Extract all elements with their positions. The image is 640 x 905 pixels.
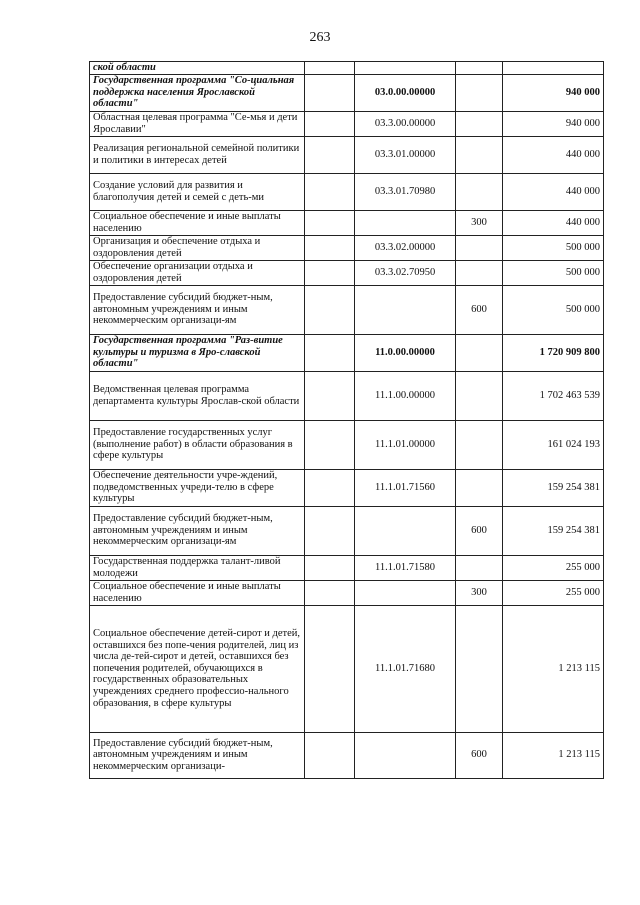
row-empty-cell [305, 371, 355, 420]
row-name-cell: Государственная программа "Со-циальная поддержка населения Ярославской области" [90, 74, 305, 111]
row-vr-cell [456, 74, 503, 111]
row-empty-cell [305, 285, 355, 334]
row-code-cell: 11.1.00.00000 [355, 371, 456, 420]
row-vr-cell [456, 555, 503, 580]
row-sum-cell: 440 000 [503, 173, 604, 210]
row-sum-cell: 1 213 115 [503, 732, 604, 778]
row-sum-cell: 1 213 115 [503, 605, 604, 732]
table-row [90, 210, 604, 235]
row-sum-cell: 161 024 193 [503, 420, 604, 469]
row-vr-cell: 600 [456, 506, 503, 555]
table-row [90, 285, 604, 334]
table-row [90, 732, 604, 778]
row-name-cell: Социальное обеспечение и иные выплаты населению [90, 210, 305, 235]
row-code-cell: 03.3.01.70980 [355, 173, 456, 210]
row-empty-cell [305, 173, 355, 210]
table-row [90, 605, 604, 732]
table-row [90, 555, 604, 580]
table-row [90, 334, 604, 371]
row-empty-cell [305, 605, 355, 732]
row-code-cell [355, 580, 456, 605]
row-sum-cell [503, 62, 604, 75]
row-empty-cell [305, 420, 355, 469]
row-name-cell: Социальное обеспечение и иные выплаты населению [90, 580, 305, 605]
row-code-cell: 03.3.02.70950 [355, 260, 456, 285]
table-row [90, 74, 604, 111]
row-empty-cell [305, 506, 355, 555]
row-sum-cell: 500 000 [503, 285, 604, 334]
row-code-cell [355, 210, 456, 235]
row-code-cell [355, 62, 456, 75]
row-sum-cell: 500 000 [503, 235, 604, 260]
budget-table [89, 61, 604, 779]
row-name-cell: Предоставление субсидий бюджет-ным, автономным учреждениям и иным некоммерческим организаци- [90, 732, 305, 778]
row-empty-cell [305, 334, 355, 371]
row-sum-cell: 159 254 381 [503, 469, 604, 506]
row-name-cell: ской области [90, 62, 305, 75]
row-name-cell: Ведомственная целевая программа департамента культуры Ярослав-ской области [90, 371, 305, 420]
row-code-cell: 11.1.01.71560 [355, 469, 456, 506]
page-number: 263 [309, 30, 331, 45]
row-name-cell: Предоставление государственных услуг (выполнение работ) в области образования в сфере культуры [90, 420, 305, 469]
row-name-cell: Обеспечение деятельности учре-ждений, подведомственных учреди-телю в сфере культуры [90, 469, 305, 506]
row-empty-cell [305, 732, 355, 778]
row-vr-cell: 300 [456, 580, 503, 605]
table-row [90, 506, 604, 555]
budget-table-body [90, 62, 604, 779]
row-vr-cell [456, 260, 503, 285]
row-empty-cell [305, 111, 355, 136]
table-row [90, 371, 604, 420]
row-sum-cell: 440 000 [503, 136, 604, 173]
row-vr-cell [456, 62, 503, 75]
row-empty-cell [305, 210, 355, 235]
row-code-cell: 03.3.02.00000 [355, 235, 456, 260]
table-row [90, 260, 604, 285]
row-vr-cell [456, 173, 503, 210]
row-sum-cell: 255 000 [503, 580, 604, 605]
row-empty-cell [305, 74, 355, 111]
row-name-cell: Государственная программа "Раз-витие культуры и туризма в Яро-славской области" [90, 334, 305, 371]
row-code-cell: 03.3.00.00000 [355, 111, 456, 136]
row-sum-cell: 500 000 [503, 260, 604, 285]
row-name-cell: Государственная поддержка талант-ливой молодежи [90, 555, 305, 580]
row-vr-cell [456, 334, 503, 371]
row-sum-cell: 940 000 [503, 74, 604, 111]
row-name-cell: Предоставление субсидий бюджет-ным, автономным учреждениям и иным некоммерческим организаци-ям [90, 285, 305, 334]
row-vr-cell: 300 [456, 210, 503, 235]
row-empty-cell [305, 555, 355, 580]
row-sum-cell: 159 254 381 [503, 506, 604, 555]
row-code-cell [355, 506, 456, 555]
row-sum-cell: 1 720 909 800 [503, 334, 604, 371]
row-sum-cell: 255 000 [503, 555, 604, 580]
table-row [90, 173, 604, 210]
row-vr-cell: 600 [456, 732, 503, 778]
row-name-cell: Предоставление субсидий бюджет-ным, автономным учреждениям и иным некоммерческим организаци-ям [90, 506, 305, 555]
row-vr-cell [456, 469, 503, 506]
row-empty-cell [305, 136, 355, 173]
row-name-cell: Областная целевая программа "Се-мья и дети Ярославии" [90, 111, 305, 136]
row-vr-cell [456, 136, 503, 173]
row-vr-cell [456, 235, 503, 260]
row-name-cell: Социальное обеспечение детей-сирот и детей, оставшихся без попе-чения родителей, лиц из числа де-тей-сирот и детей, оставшихся без попечения родителей, обучающихся в государственных образовательных учреждениях среднего профессио-нального образования, в сфере культуры [90, 605, 305, 732]
row-code-cell: 11.1.01.00000 [355, 420, 456, 469]
table-row [90, 111, 604, 136]
row-code-cell [355, 285, 456, 334]
row-sum-cell: 1 702 463 539 [503, 371, 604, 420]
row-code-cell: 11.1.01.71680 [355, 605, 456, 732]
row-vr-cell [456, 371, 503, 420]
table-row [90, 235, 604, 260]
row-empty-cell [305, 62, 355, 75]
table-row [90, 580, 604, 605]
row-vr-cell [456, 420, 503, 469]
row-empty-cell [305, 260, 355, 285]
row-name-cell: Реализация региональной семейной политики и политики в интересах детей [90, 136, 305, 173]
table-row [90, 469, 604, 506]
row-code-cell: 11.1.01.71580 [355, 555, 456, 580]
row-name-cell: Обеспечение организации отдыха и оздоровления детей [90, 260, 305, 285]
row-sum-cell: 940 000 [503, 111, 604, 136]
table-row [90, 136, 604, 173]
table-row [90, 420, 604, 469]
row-empty-cell [305, 235, 355, 260]
row-code-cell: 03.3.01.00000 [355, 136, 456, 173]
row-name-cell: Создание условий для развития и благополучия детей и семей с деть-ми [90, 173, 305, 210]
row-code-cell: 03.0.00.00000 [355, 74, 456, 111]
row-vr-cell [456, 605, 503, 732]
row-code-cell [355, 732, 456, 778]
row-empty-cell [305, 469, 355, 506]
row-vr-cell: 600 [456, 285, 503, 334]
row-sum-cell: 440 000 [503, 210, 604, 235]
row-empty-cell [305, 580, 355, 605]
row-code-cell: 11.0.00.00000 [355, 334, 456, 371]
row-vr-cell [456, 111, 503, 136]
row-name-cell: Организация и обеспечение отдыха и оздоровления детей [90, 235, 305, 260]
table-row [90, 62, 604, 75]
